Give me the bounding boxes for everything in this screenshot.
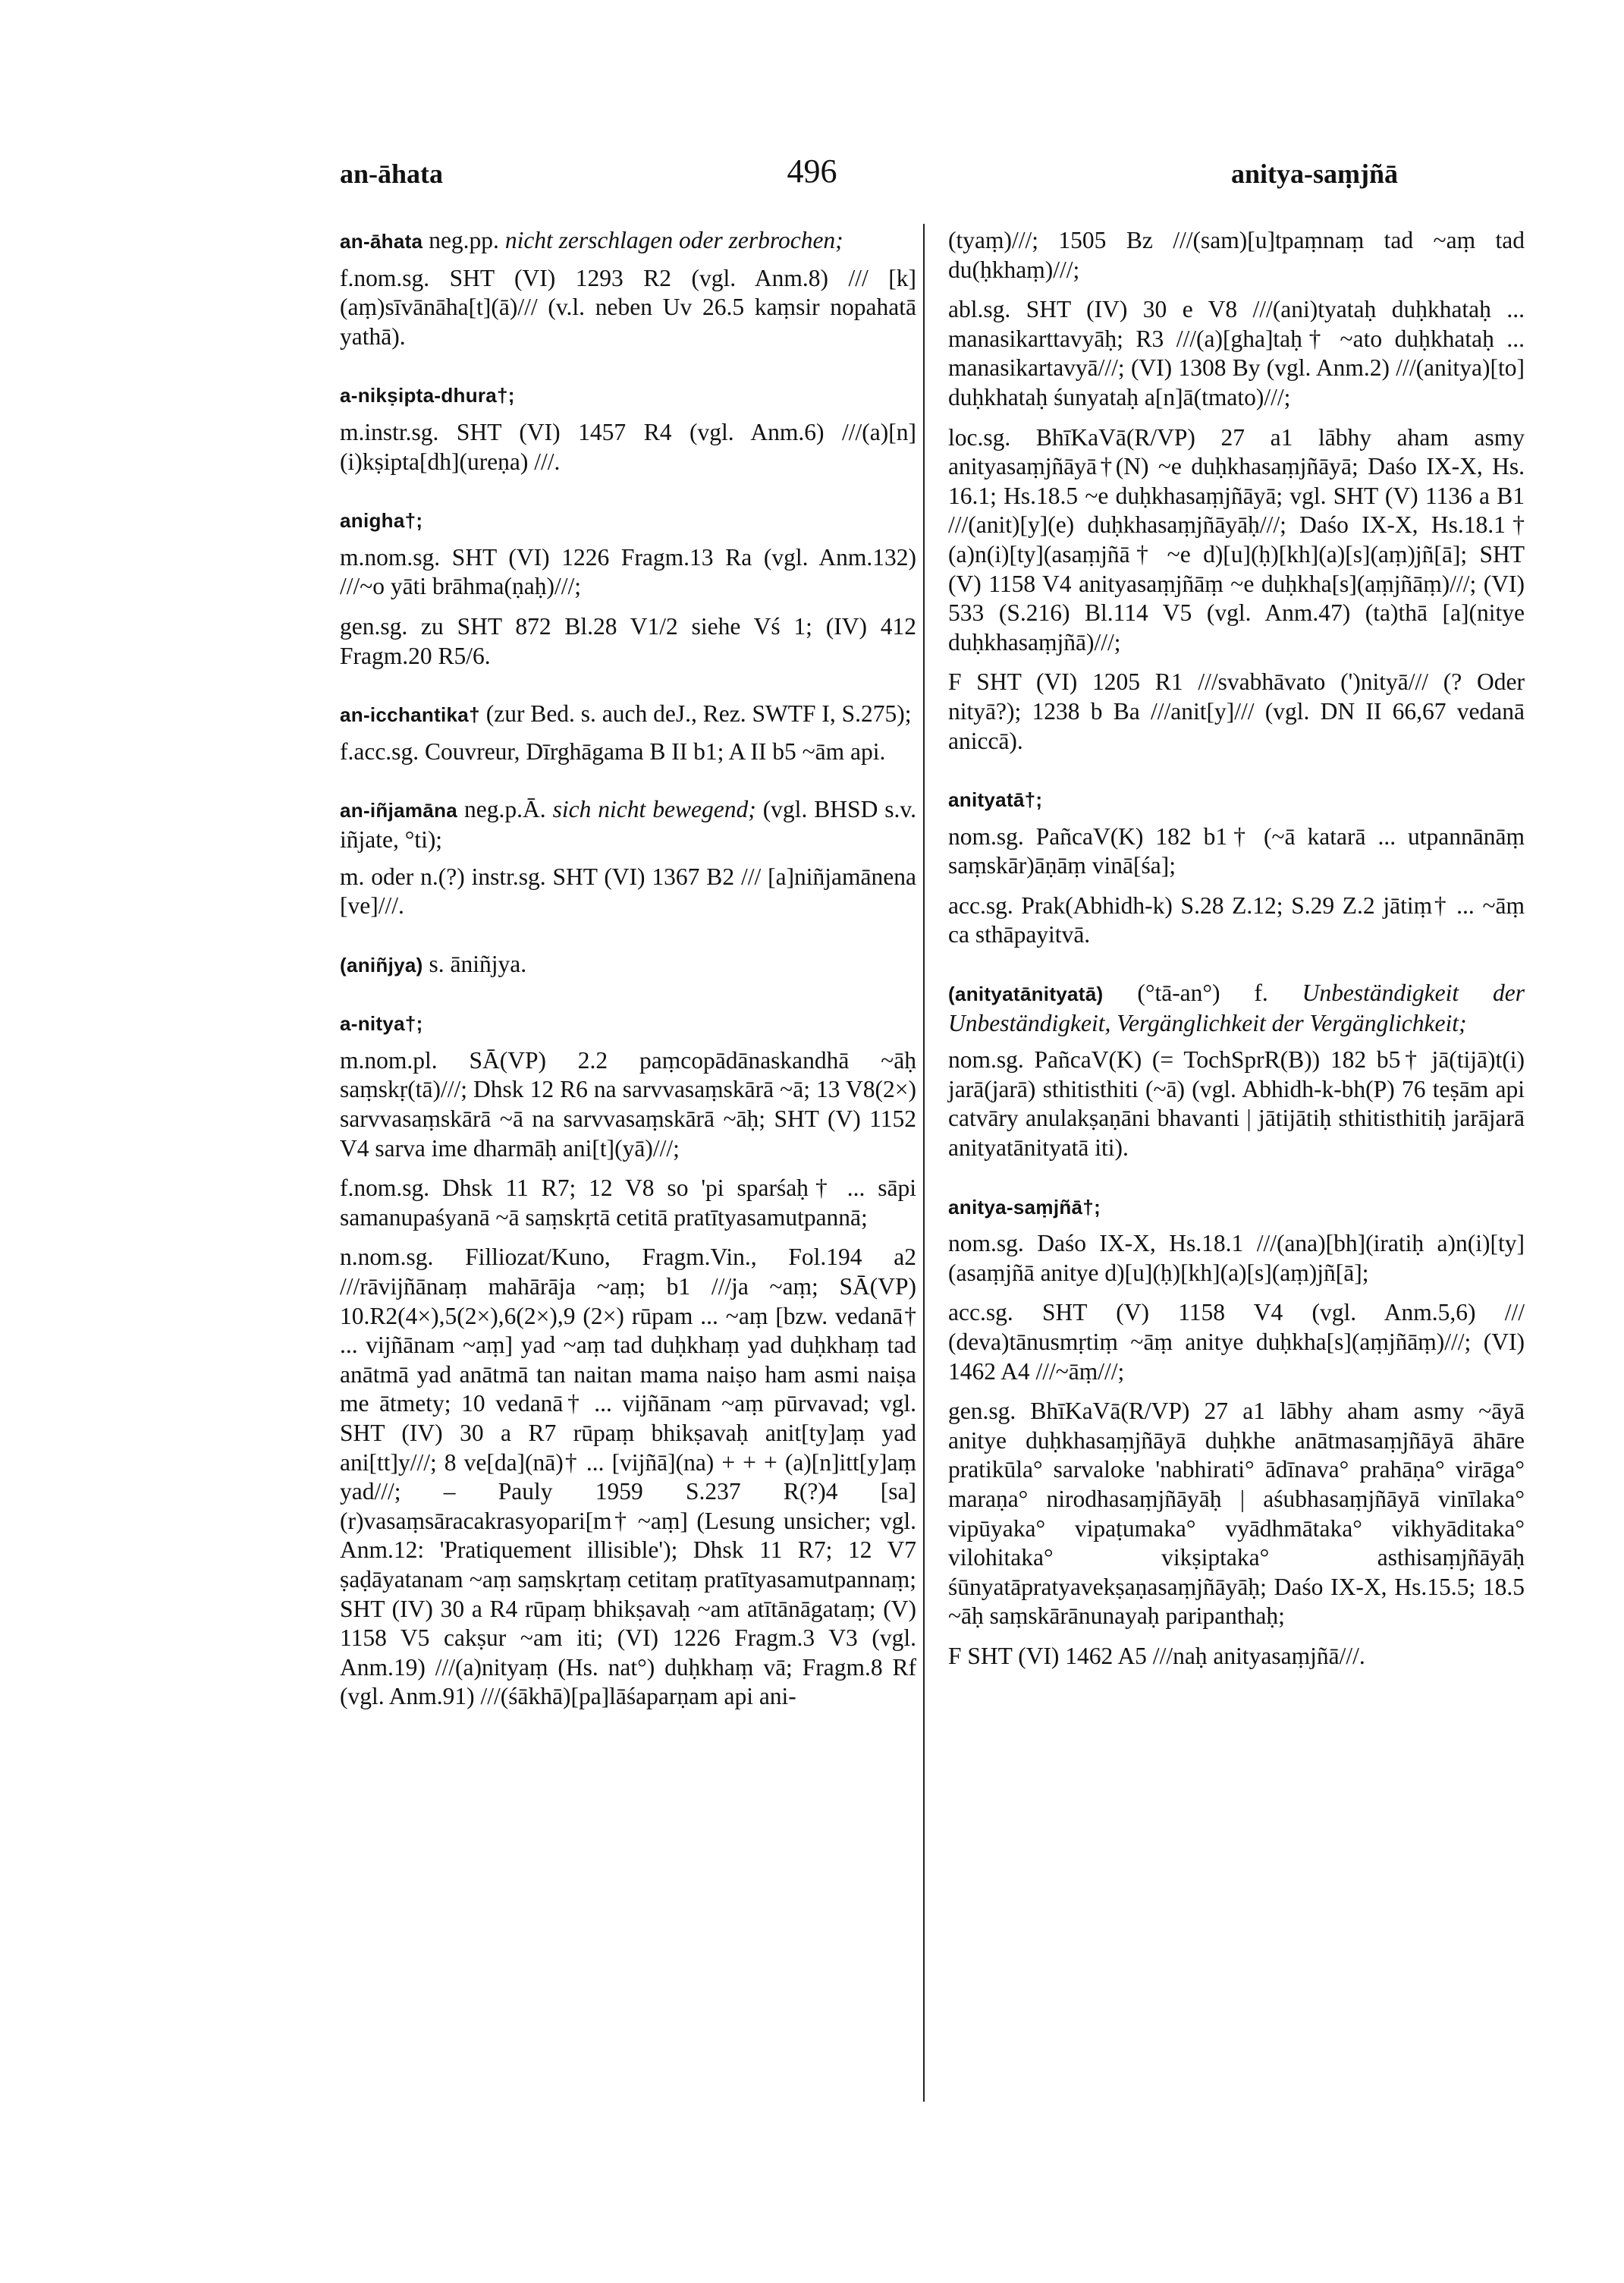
entry-citation: nom.sg. PañcaV(K) (= TochSprR(B)) 182 b5† jā(tijā)t(i) jarā(jarā) sthitisthiti (~ā) (vgl. Abhidh-k-bh(P) 76 teṣām api catvāry anulakṣaṇāni bhavanti | jātijātiḥ sthitisthitiḥ jarājarā anityatānityatā iti). [948, 1046, 1525, 1162]
dictionary-entry [948, 979, 1525, 1163]
entry-head-line [948, 1192, 1525, 1222]
entry-definition: (°tā-an°) f. [1103, 980, 1302, 1007]
entry-headword: an-iñjamāna [340, 799, 458, 822]
entry-citation: nom.sg. Daśo IX-X, Hs.18.1 ///(ana)[bh](iratiḥ a)n(i)[ty](asaṃjñā anitye d)[u](ḥ)[kh](a)[s](aṃ)jñ[ā]; [948, 1230, 1525, 1286]
entry-head-line [340, 1008, 916, 1039]
entry-head-line [948, 785, 1525, 815]
entry-citation: F SHT (VI) 1205 R1 ///svabhāvato (')nityā/// (? Oder nityā?); 1238 b Ba ///anit[y]/// (vgl. DN II 66,67 vedanā aniccā). [948, 668, 1525, 754]
entry-citation: (tyaṃ)///; 1505 Bz ///(sam)[u]tpaṃnaṃ tad ~aṃ tad du(ḥkhaṃ)///; [948, 227, 1525, 283]
dictionary-entry [340, 226, 916, 351]
running-head-left: an-āhata [340, 159, 444, 189]
entry-definition-gloss: nicht zerschlagen oder zerbrochen; [504, 227, 843, 253]
entry-citation: f.nom.sg. SHT (VI) 1293 R2 (vgl. Anm.8) /// [k](aṃ)sīvānāha[t](ā)/// (v.l. neben Uv 26.5 kaṃsir nopahatā yathā). [340, 264, 916, 350]
entry-head-line [340, 795, 916, 854]
entry-headword: a-nikṣipta-dhura†; [340, 384, 515, 407]
entry-citation: loc.sg. BhīKaVā(R/VP) 27 a1 lābhy aham asmy anityasaṃjñāyā†(N) ~e duḥkhasaṃjñāyā; Daśo IX-X, Hs. 16.1; Hs.18.5 ~e duḥkhasaṃjñāyā; vgl. SHT (V) 1136 a B1 ///(anit)[y](e) duḥkhasaṃjñāyāḥ///; Daśo IX-X, Hs.18.1† (a)n(i)[ty](asaṃjñā† ~e d)[u](ḥ)[kh](a)[s](aṃ)jñ[ā]; SHT (V) 1158 V4 anityasaṃjñāṃ ~e duḥkha[s](aṃjñāṃ)///; (VI) 533 (S.216) Bl.114 V5 (vgl. Anm.47) (ta)thā [a](nitye duḥkhasaṃjñā)///; [948, 423, 1525, 656]
page-number: 496 [787, 153, 837, 190]
dictionary-entry [340, 700, 916, 766]
entry-headword: an-icchantika† [340, 703, 480, 727]
entry-definition-tail: (vgl. BHSD s.v. iñjate, °ti); [340, 796, 917, 853]
entry-headword: an-āhata [340, 230, 423, 253]
entry-headword: anityatā†; [948, 788, 1043, 812]
entry-definition: neg.p.Ā. [457, 796, 553, 823]
entry-citation: nom.sg. PañcaV(K) 182 b1† (~ā katarā ... utpannānāṃ saṃskār)āṇāṃ vinā[śa]; [948, 822, 1525, 879]
column-divider [923, 224, 925, 2102]
entry-citation: F SHT (VI) 1462 A5 ///naḥ anityasaṃjñā///. [948, 1642, 1365, 1669]
entry-headword: anitya-saṃjñā†; [948, 1195, 1101, 1219]
dictionary-entry [340, 1008, 916, 1712]
entry-head-line [340, 505, 916, 536]
entry-headword: (aniñjya) [340, 953, 423, 976]
dictionary-entry [948, 1192, 1525, 1671]
entry-citation: abl.sg. SHT (IV) 30 e V8 ///(ani)tyataḥ duḥkhataḥ ... manasikarttavyāḥ; R3 ///(a)[gha]taḥ† ~ato duḥkhataḥ ... manasikartavyā///; (VI) 1308 By (vgl. Anm.2) ///(anitya)[to] duḥkhataḥ śunyataḥ a[n]ā(tmato)///; [948, 296, 1525, 410]
entry-head-line [340, 950, 916, 980]
entry-citation: m.instr.sg. SHT (VI) 1457 R4 (vgl. Anm.6) ///(a)[n](i)kṣipta[dh](ureṇa) ///. [340, 418, 916, 475]
entry-definition: s. āniñjya. [422, 950, 527, 977]
entry-citation: gen.sg. zu SHT 872 Bl.28 V1/2 siehe Vś 1; (IV) 412 Fragm.20 R5/6. [340, 612, 916, 669]
entry-definition: (zur Bed. s. auch deJ., Rez. SWTF I, S.275); [479, 700, 912, 728]
dictionary-entry [340, 505, 916, 671]
entry-citation: gen.sg. BhīKaVā(R/VP) 27 a1 lābhy aham asmy ~āyā anitye duḥkhasaṃjñāyā duḥkhe anātmasaṃjñāyā āhāre pratikūla° sarvaloke 'nabhirati° ādīnava° prahāṇa° virāga° maraṇa° nirodhasaṃjñāyāḥ | aśubhasaṃjñāyā vinīlaka° vipūyaka° vipaṭumaka° vyādhmātaka° vikhyāditaka° vilohitaka° vikṣiptaka° asthisaṃjñāyāḥ śūnyatāpratyavekṣaṇasaṃjñāyāḥ; Daśo IX-X, Hs.15.5; 18.5 ~āḥ saṃskārānunayaḥ paripanthaḥ; [948, 1398, 1525, 1630]
entry-citation: acc.sg. Prak(Abhidh-k) S.28 Z.12; S.29 Z.2 jātiṃ† ... ~āṃ ca sthāpayitvā. [948, 892, 1525, 948]
right-column [948, 226, 1525, 1700]
entry-headword: (anityatānityatā) [948, 983, 1104, 1006]
dictionary-entry [948, 226, 1525, 756]
entry-headword: a-nitya†; [340, 1012, 423, 1036]
dictionary-entry [340, 950, 916, 980]
running-head-right: anitya-saṃjñā [1230, 159, 1398, 189]
entry-citation: m.nom.sg. SHT (VI) 1226 Fragm.13 Ra (vgl. Anm.132) ///~o yāti brāhma(ṇaḥ)///; [340, 543, 916, 600]
entry-citation: n.nom.sg. Filliozat/Kuno, Fragm.Vin., Fol.194 a2 ///rāvijñānaṃ mahārāja ~aṃ; b1 ///ja ~aṃ; SĀ(VP) 10.R2(4×),5(2×),6(2×),9 (2×) rūpam ... ~aṃ [bzw. vedanā† ... vijñānam ~aṃ] yad ~aṃ tad duḥkhaṃ yad duḥkhaṃ tad anātmā yad anātmā tan naitan mama naiṣo ham asmi naiṣa me ātmety; 10 vedanā† ... vijñānam ~aṃ pūrvavad; vgl. SHT (IV) 30 a R7 rūpaṃ bhikṣavaḥ anit[ty]aṃ yad ani[tt]y///; 8 ve[da](nā)† ... [vijñā](na) + + + (a)[n]itt[y]aṃ yad///; – Pauly 1959 S.237 R(?)4 [sa](r)vasaṃsāracakrasyopari[m† ~aṃ] (Lesung unsicher; vgl. Anm.12: 'Pratiquement illisible'); Dhsk 11 R7; 12 V7 ṣaḍāyatanam ~aṃ saṃskṛtaṃ cetitaṃ pratītyasamutpannaṃ; SHT (IV) 30 a R4 rūpaṃ bhikṣavaḥ ~am atītānāgataṃ; (V) 1158 V5 cakṣur ~am iti; (VI) 1226 Fragm.3 V3 (vgl. Anm.19) ///(a)nityaṃ (Hs. nat°) duḥkhaṃ vā; Fragm.8 Rf (vgl. Anm.91) ///(śākhā)[pa]lāśaparṇam api ani- [340, 1244, 916, 1710]
entry-headword: anigha†; [340, 509, 423, 533]
entry-head-line [340, 380, 916, 410]
entry-definition: neg.pp. [422, 227, 505, 253]
entry-head-line [948, 979, 1525, 1038]
entry-citation: m.nom.pl. SĀ(VP) 2.2 paṃcopādānaskandhā ~āḥ saṃskṛ(tā)///; Dhsk 12 R6 na sarvvasaṃskārā ~ā; 13 V8(2×) sarvvasaṃskārā ~ā na sarvvasaṃskārā ~āḥ; SHT (V) 1152 V4 sarva ime dharmāḥ ani[t](yā)///; [340, 1046, 916, 1162]
entry-definition-gloss: sich nicht bewegend; [552, 796, 756, 823]
entry-citation: f.nom.sg. Dhsk 11 R7; 12 V8 so 'pi sparśaḥ† ... sāpi samanupaśyanā ~ā saṃskṛtā cetitā pratītyasamutpannā; [340, 1175, 916, 1231]
entry-citation: m. oder n.(?) instr.sg. SHT (VI) 1367 B2 /// [a]niñjamānena [ve]///. [340, 863, 916, 920]
entry-citation: acc.sg. SHT (V) 1158 V4 (vgl. Anm.5,6) /// (deva)tānusmṛtiṃ ~āṃ anitye duḥkha[s](aṃjñāṃ)///; (VI) 1462 A4 ///~āṃ///; [948, 1299, 1525, 1385]
left-column [340, 226, 916, 1741]
dictionary-entry [948, 785, 1525, 950]
dictionary-entry [340, 380, 916, 476]
entry-head-line [340, 700, 916, 730]
entry-citation: f.acc.sg. Couvreur, Dīrghāgama B II b1; A II b5 ~ām api. [340, 737, 886, 765]
entry-definition-gloss: Unbeständigkeit der Unbeständigkeit, Vergänglichkeit der Vergänglichkeit; [948, 980, 1525, 1036]
dictionary-entry [340, 795, 916, 920]
entry-head-line [340, 226, 916, 256]
